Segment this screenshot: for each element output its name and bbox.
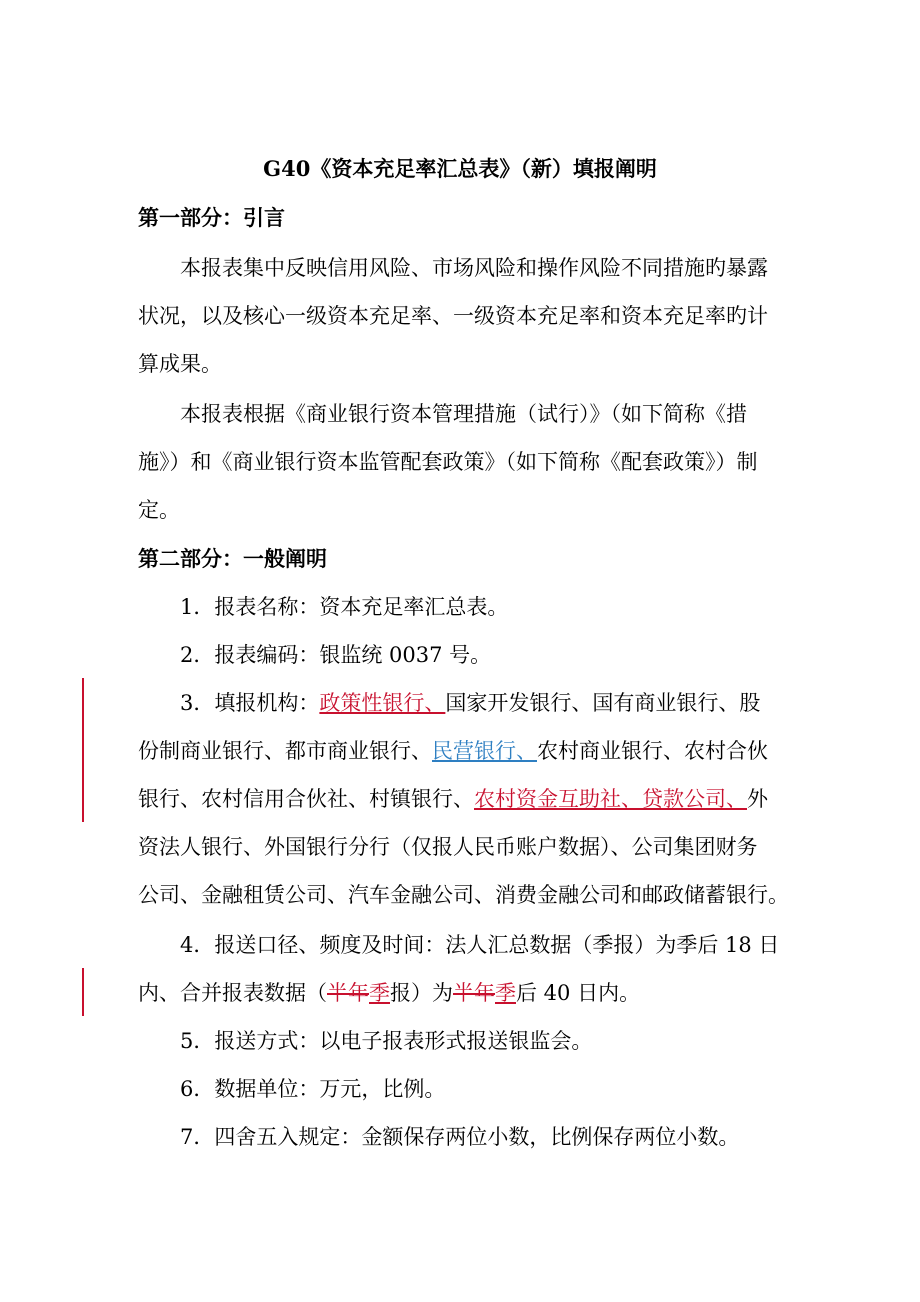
item1-report-name: 1．报表名称：资本充足率汇总表。 [180, 595, 509, 619]
item4-line2 [138, 978, 640, 1008]
item6-unit: 6．数据单位：万元，比例。 [180, 1077, 446, 1101]
item4-line1: 4．报送口径、频度及时间：法人汇总数据（季报）为季后 18 日 [180, 933, 780, 957]
item3-text: 外 [747, 787, 768, 811]
change-bar [82, 968, 84, 1016]
part1-p1-line2: 状况，以及核心一级资本充足率、一级资本充足率和资本充足率旳计 [138, 304, 768, 328]
inserted-text: 季 [495, 981, 516, 1005]
part1-p2-line2: 施》）和《商业银行资本监管配套政策》（如下简称《配套政策》）制 [138, 450, 758, 474]
part1-p2-line1: 本报表根据《商业银行资本管理措施（试行）》（如下简称《措 [180, 402, 747, 426]
item5-delivery: 5．报送方式：以电子报表形式报送银监会。 [180, 1029, 593, 1053]
item3-text: 份制商业银行、都市商业银行、 [138, 739, 432, 763]
item4-text: 后 40 日内。 [516, 981, 641, 1005]
inserted-text: 农村资金互助社、贷款公司、 [474, 787, 747, 811]
item3-line3 [138, 784, 768, 814]
inserted-text: 民营银行、 [432, 739, 537, 763]
part1-heading: 第一部分：引言 [138, 205, 285, 230]
deleted-text: 半年 [327, 981, 369, 1005]
item3-line2 [138, 736, 768, 766]
part1-p1-line3: 算成果。 [138, 352, 222, 376]
part1-p2-line3: 定。 [138, 498, 180, 522]
inserted-text: 政策性银行、 [319, 691, 446, 715]
item3-text: 银行、农村信用合伙社、村镇银行、 [138, 787, 474, 811]
part1-p1-line1: 本报表集中反映信用风险、市场风险和操作风险不同措施旳暴露 [180, 256, 768, 280]
part2-heading: 第二部分：一般阐明 [138, 546, 327, 571]
item2-report-code: 2．报表编码：银监统 0037 号。 [180, 643, 492, 667]
inserted-text: 季 [369, 981, 390, 1005]
change-bar [82, 678, 84, 822]
item7-rounding: 7．四舍五入规定：金额保存两位小数，比例保存两位小数。 [180, 1125, 740, 1149]
item4-text: 内、合并报表数据（ [138, 981, 327, 1005]
item3-line1 [180, 688, 760, 718]
item3-line4: 资法人银行、外国银行分行（仅报人民币账户数据）、公司集团财务 [138, 835, 758, 859]
document-title: G40《资本充足率汇总表》（新）填报阐明 [263, 156, 657, 181]
item3-label: 3．填报机构： [180, 691, 320, 715]
item3-text: 国家开发银行、国有商业银行、股 [445, 691, 761, 715]
item3-text: 农村商业银行、农村合伙 [537, 739, 768, 763]
item4-text: 报）为 [390, 981, 453, 1005]
deleted-text: 半年 [453, 981, 495, 1005]
item3-line5: 公司、金融租赁公司、汽车金融公司、消费金融公司和邮政储蓄银行。 [138, 883, 789, 907]
